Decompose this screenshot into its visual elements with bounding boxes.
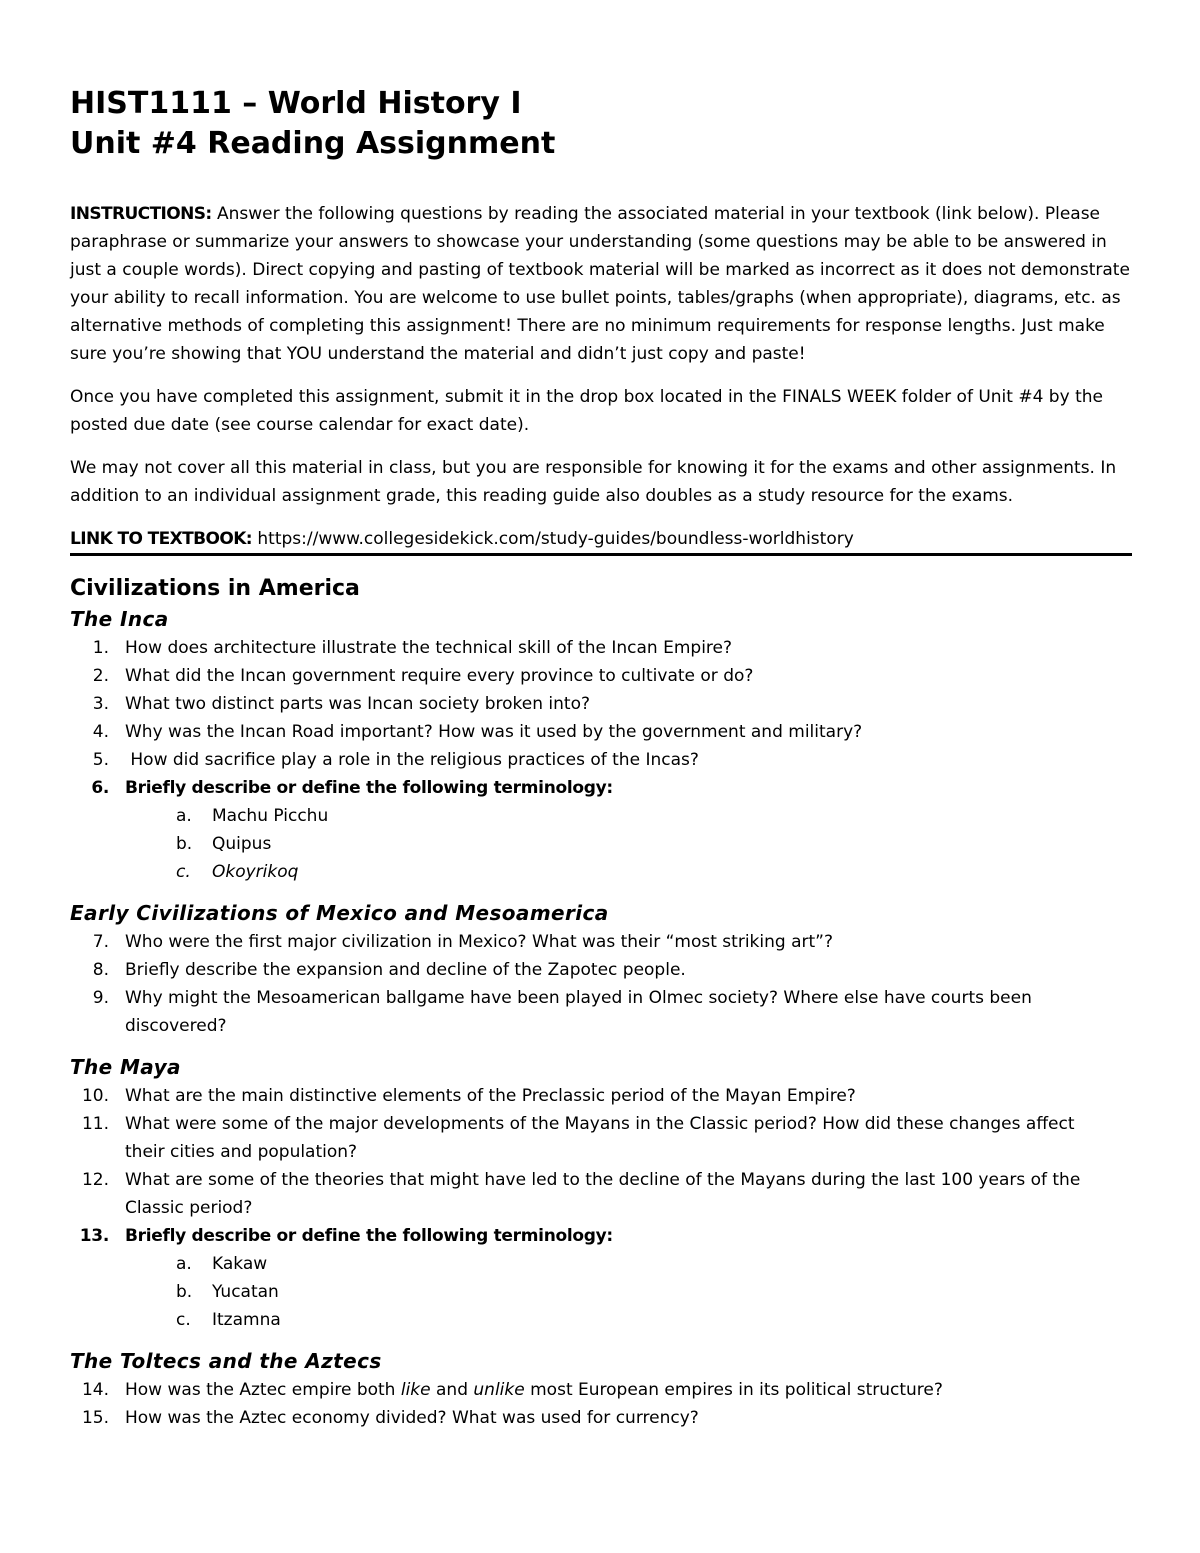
section-divider xyxy=(70,553,1132,556)
questions-section xyxy=(70,574,1132,1432)
question-number: 14. xyxy=(81,1380,109,1400)
textbook-link-label: LINK TO TEXTBOOK: xyxy=(70,529,252,549)
question-item xyxy=(70,634,1132,662)
subheading-mesoamerica: Early Civilizations of Mexico and Mesoamerica xyxy=(70,901,609,925)
question-number: 2. xyxy=(92,666,109,686)
question-text-part: and xyxy=(430,1380,474,1400)
subheading-maya: The Maya xyxy=(70,1055,181,1079)
question-item-terminology xyxy=(70,1222,1132,1250)
question-text: Why might the Mesoamerican ballgame have been played in Olmec society? Where else have courts been discovered? xyxy=(125,988,1032,1036)
subheading-inca: The Inca xyxy=(70,607,169,631)
subheading-toltecs-aztecs: The Toltecs and the Aztecs xyxy=(70,1349,382,1373)
textbook-link-url[interactable]: https://www.collegesidekick.com/study-guides/boundless-worldhistory xyxy=(252,529,854,549)
question-number: 3. xyxy=(92,694,109,714)
term-letter: a. xyxy=(176,806,192,826)
question-text xyxy=(125,1376,1115,1404)
question-number: 9. xyxy=(92,988,109,1008)
question-number: 1. xyxy=(92,638,109,658)
question-item xyxy=(70,746,1132,774)
section-heading: Civilizations in America xyxy=(70,576,360,601)
submission-paragraph: Once you have completed this assignment, submit it in the drop box located in the FINALS WEEK folder of Unit #4 by the posted due date (see course calendar for exact date). xyxy=(70,387,1103,435)
maya-question-list xyxy=(70,1082,1132,1334)
question-item xyxy=(70,1082,1132,1110)
question-item xyxy=(70,718,1132,746)
term-item xyxy=(70,1250,1132,1278)
term-item xyxy=(70,858,1132,886)
question-text-part: most European empires in its political structure? xyxy=(524,1380,943,1400)
question-text: Briefly describe or define the following terminology: xyxy=(125,778,613,798)
emphasis-unlike: unlike xyxy=(473,1380,525,1400)
question-text: Briefly describe the expansion and decline of the Zapotec people. xyxy=(125,960,686,980)
inca-question-list xyxy=(70,634,1132,886)
question-text: Briefly describe or define the following terminology: xyxy=(125,1226,613,1246)
question-item xyxy=(70,1110,1132,1166)
question-text: What were some of the major developments of the Mayans in the Classic period? How did these changes affect their cities and population? xyxy=(125,1114,1075,1162)
question-number: 11. xyxy=(81,1114,109,1134)
question-item xyxy=(70,690,1132,718)
term-item xyxy=(70,1278,1132,1306)
question-number: 4. xyxy=(92,722,109,742)
term-text: Quipus xyxy=(212,834,272,854)
term-item xyxy=(70,830,1132,858)
term-text: Machu Picchu xyxy=(212,806,329,826)
term-item xyxy=(70,802,1132,830)
document-title xyxy=(70,84,555,164)
term-text: Itzamna xyxy=(212,1310,281,1330)
mesoamerica-question-list xyxy=(70,928,1132,1040)
question-item xyxy=(70,1376,1132,1404)
term-text: Kakaw xyxy=(212,1254,268,1274)
emphasis-like: like xyxy=(400,1380,431,1400)
question-text: How was the Aztec economy divided? What was used for currency? xyxy=(125,1408,699,1428)
question-item xyxy=(70,1404,1132,1432)
question-item-terminology xyxy=(70,774,1132,802)
question-text-part: How was the Aztec empire both xyxy=(125,1380,401,1400)
question-number: 13. xyxy=(79,1226,109,1246)
coverage-paragraph: We may not cover all this material in class, but you are responsible for knowing it for the exams and other assignments. In addition to an individual assignment grade, this reading guide also doubles as a study resource for the exams. xyxy=(70,458,1117,506)
assignment-title: Unit #4 Reading Assignment xyxy=(70,126,556,161)
question-number: 7. xyxy=(92,932,109,952)
question-text: What two distinct parts was Incan society broken into? xyxy=(125,694,591,714)
question-number: 15. xyxy=(81,1408,109,1428)
term-letter: b. xyxy=(176,1282,193,1302)
question-number: 12. xyxy=(81,1170,109,1190)
aztec-question-list xyxy=(70,1376,1132,1432)
term-letter: b. xyxy=(176,834,193,854)
question-text: How does architecture illustrate the technical skill of the Incan Empire? xyxy=(125,638,733,658)
question-item xyxy=(70,1166,1132,1222)
question-number: 6. xyxy=(91,778,109,798)
question-text: What are the main distinctive elements of the Preclassic period of the Mayan Empire? xyxy=(125,1086,856,1106)
instructions-text: Answer the following questions by reading the associated material in your textbook (link below). Please paraphrase or summarize your answers to showcase your understanding (some questions may be able to be answered in just a couple words). Direct copying and pasting of textbook material will be marked as incorrect as it does not demonstrate your ability to recall information. You are welcome to use bullet points, tables/graphs (when appropriate), diagrams, etc. as alternative methods of completing this assignment! There are no minimum requirements for response lengths. Just make sure you’re showing that YOU understand the material and didn’t just copy and paste! xyxy=(70,204,1130,364)
question-text: How did sacrifice play a role in the religious practices of the Incas? xyxy=(125,750,699,770)
question-item xyxy=(70,928,1132,956)
question-item xyxy=(70,662,1132,690)
term-text: Okoyrikoq xyxy=(212,862,299,882)
question-text: What did the Incan government require every province to cultivate or do? xyxy=(125,666,754,686)
instructions-label: INSTRUCTIONS: xyxy=(70,204,212,224)
question-item xyxy=(70,956,1132,984)
question-number: 10. xyxy=(81,1086,109,1106)
term-letter: c. xyxy=(176,862,191,882)
question-text: What are some of the theories that might have led to the decline of the Mayans during the last 100 years of the Classic period? xyxy=(125,1170,1081,1218)
question-item xyxy=(70,984,1132,1040)
instructions-block xyxy=(70,200,1132,553)
question-number: 8. xyxy=(92,960,109,980)
textbook-link-line xyxy=(70,525,1132,553)
question-text: Who were the first major civilization in Mexico? What was their “most striking art”? xyxy=(125,932,833,952)
term-item xyxy=(70,1306,1132,1334)
question-text: Why was the Incan Road important? How was it used by the government and military? xyxy=(125,722,863,742)
instructions-paragraph xyxy=(70,200,1132,368)
term-letter: c. xyxy=(176,1310,191,1330)
term-letter: a. xyxy=(176,1254,192,1274)
question-number: 5. xyxy=(92,750,109,770)
term-text: Yucatan xyxy=(212,1282,279,1302)
course-title: HIST1111 – World History I xyxy=(70,86,522,121)
